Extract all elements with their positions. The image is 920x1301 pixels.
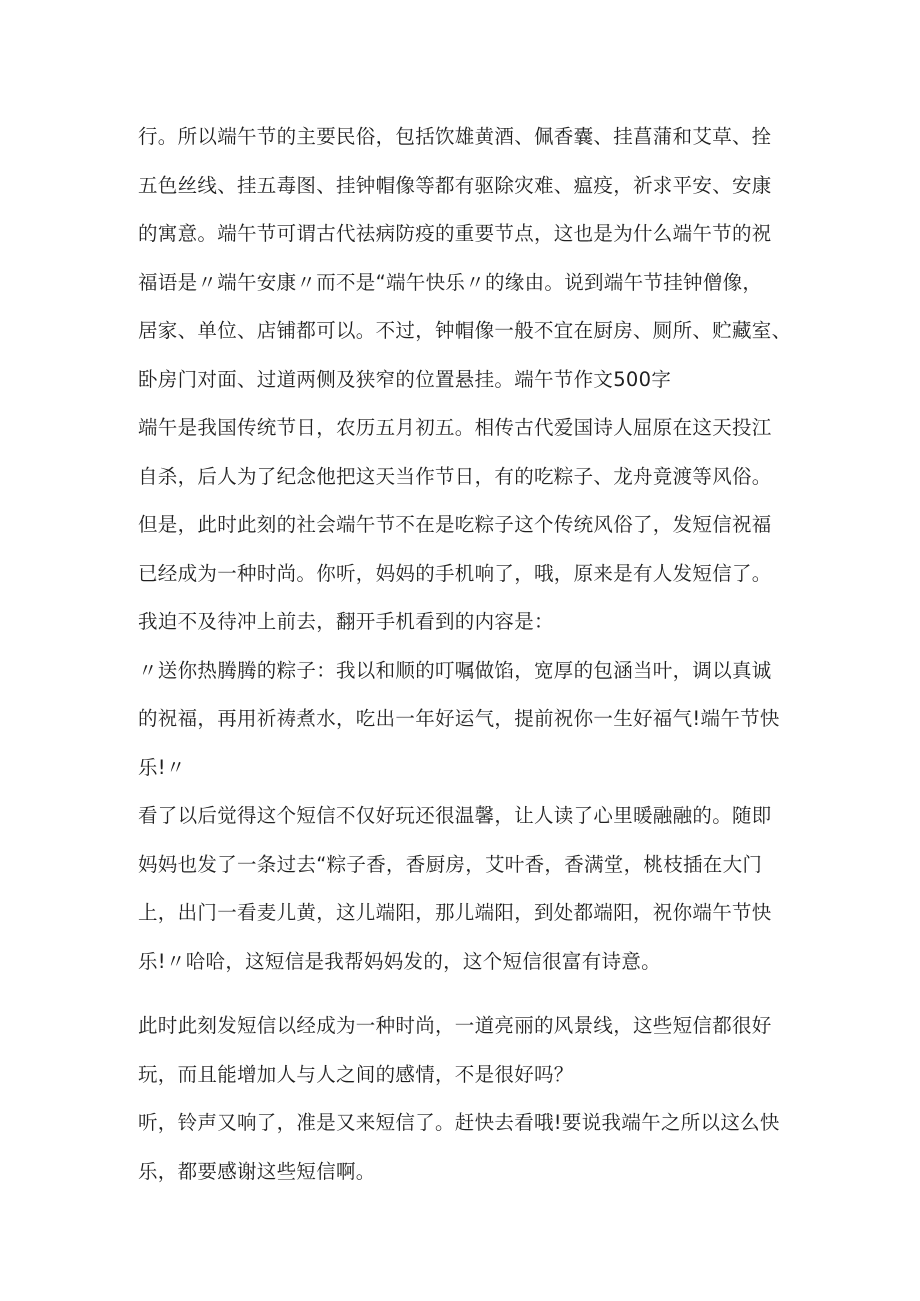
text-line: 乐!〃: [138, 755, 186, 779]
paragraph-sms-quote: [138, 647, 808, 793]
text-line: 福语是〃端午安康〃而不是“端午快乐〃的缘由。说到端午节挂钟僧像，: [138, 270, 763, 294]
text-line: 的寓意。端午节可谓古代祛病防疫的重要节点，这也是为什么端午节的祝: [138, 222, 772, 245]
text-line: 〃送你热腾腾的粽子：我以和顺的叮嘱做馅，宽厚的包涵当叶，调以真诚: [138, 658, 772, 682]
text-line: 玩，而且能增加人与人之间的感情，不是很好吗？: [138, 1062, 574, 1086]
text-line: 但是，此时此刻的社会端午节不在是吃粽子这个传统风俗了，发短信祝福: [138, 513, 772, 536]
text-line: 自杀，后人为了纪念他把这天当作节日，有的吃粽子、龙舟竟渡等风俗。: [138, 464, 772, 488]
paragraph-customs: [138, 113, 808, 404]
text-line: 上，出门一看麦儿黄，这儿端阳，那儿端阳，到处都端阳，祝你端午节快: [138, 901, 772, 924]
text-line: 居家、单位、店铺都可以。不过，钟帽像一般不宜在厨房、厕所、贮藏室、: [138, 319, 792, 342]
text-line: 听，铃声又响了，准是又来短信了。赶快去看哦!要说我端午之所以这么快: [138, 1111, 780, 1134]
text-line: 已经成为一种时尚。你听，妈妈的手机响了，哦，原来是有人发短信了。: [138, 561, 772, 585]
paragraph-spacer: [138, 986, 808, 1002]
text-line: 的祝福，再用祈祷煮水，吃出一年好运气，提前祝你一生好福气!端午节快: [138, 707, 780, 730]
text-line: 行。所以端午节的主要民俗，包括饮雄黄酒、佩香囊、挂菖蒲和艾草、拴: [138, 125, 772, 148]
document-body: [138, 113, 808, 1196]
text-line: 妈妈也发了一条过去“粽子香，香厨房，艾叶香，香满堂，桃枝插在大门: [138, 852, 763, 876]
text-line: 五色丝线、挂五毒图、挂钟帽像等都有驱除灾难、瘟疫，祈求平安、安康: [138, 173, 772, 197]
paragraph-trend: [138, 1002, 808, 1099]
text-line: 端午是我国传统节日，农历五月初五。相传古代爱国诗人屈原在这天投江: [138, 416, 772, 439]
paragraph-reply: [138, 792, 808, 986]
paragraph-closing: [138, 1099, 808, 1196]
text-line: 我迫不及待冲上前去，翻开手机看到的内容是：: [138, 610, 554, 633]
text-line: 此时此刻发短信以经成为一种时尚，一道亮丽的风景线，这些短信都很好: [138, 1014, 772, 1037]
text-line: 乐，都要感谢这些短信啊。: [138, 1159, 376, 1183]
paragraph-festival-intro: [138, 404, 808, 647]
text-line: 乐!〃哈哈，这短信是我帮妈妈发的，这个短信很富有诗意。: [138, 949, 661, 973]
text-line: 卧房门对面、过道两侧及狭窄的位置悬挂。端午节作文500字: [138, 367, 672, 391]
text-line: 看了以后觉得这个短信不仅好玩还很温馨，让人读了心里暖融融的。随即: [138, 804, 772, 827]
